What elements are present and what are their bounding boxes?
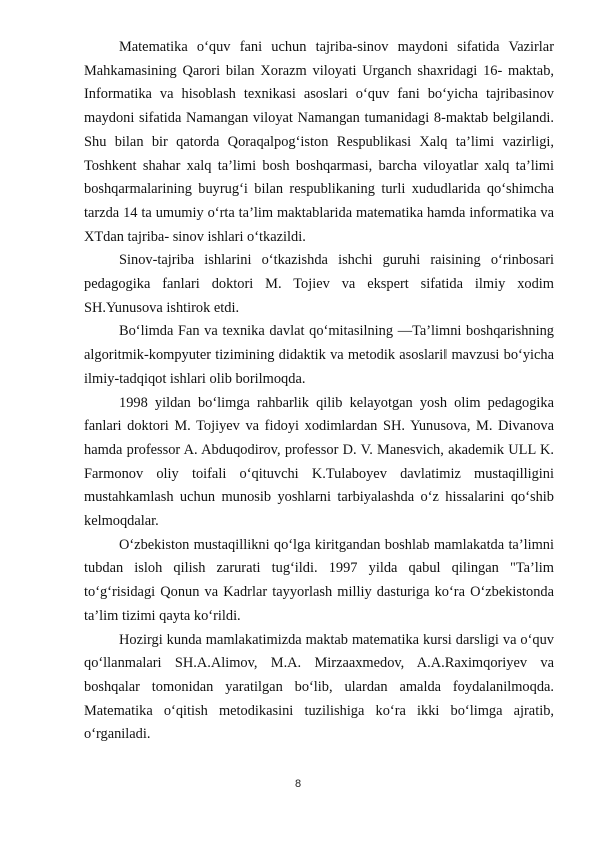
paragraph: 1998 yildan bo‘limga rahbarlik qilib kelayotgan yosh olim pedagogika fanlari doktori M. Tojiyev va fidoyi xodimlardan SH. Yunusova, M. Divanova hamda professor A. Abduqodirov, professor D. V. Manesvich, akademik ULL K. Farmonov oliy toifali o‘qituvchi K.Tulaboyev davlatimiz mustaqilligini mustahkamlash uchun munosib yoshlarni tarbiyalashda o‘z hissalarini qo‘shib kelmoqdalar. bbox=[84, 394, 554, 530]
paragraph: Hozirgi kunda mamlakatimizda maktab matematika kursi darsligi va o‘quv qo‘llanmalari SH.A.Alimov, M.A. Mirzaaxmedov, A.A.Raximqoriyev va boshqalar tomonidan yaratilgan bo‘lib, ulardan amalda foydalanilmoqda. Matematika o‘qitish metodikasini tuzilishiga ko‘ra ikki bo‘limga ajratib, o‘rganiladi. bbox=[84, 631, 554, 743]
paragraph: Sinov-tajriba ishlarini o‘tkazishda ishchi guruhi raisining o‘rinbosari pedagogika fanlari doktori M. Tojiev va ekspert sifatida ilmiy xodim SH.Yunusova ishtirok etdi. bbox=[84, 252, 554, 316]
document-body bbox=[84, 36, 554, 747]
paragraph: Bo‘limda Fan va texnika davlat qo‘mitasilning ―Ta’limni boshqarishning algoritmik-kompyuter tizimining didaktik va metodik asoslari‖ mavzusi bo‘yicha ilmiy-tadqiqot ishlari olib borilmoqda. bbox=[84, 323, 554, 387]
paragraph: Matematika o‘quv fani uchun tajriba-sinov maydoni sifatida Vazirlar Mahkamasining Qarori bilan Xorazm viloyati Urganch shaxridagi 16- maktab, Informatika va hisoblash texnikasi asoslari o‘quv fani bo‘yicha tajribasinov maydoni sifatida Namangan viloyat Namangan tumanidagi 8-maktab belgilandi. Shu bilan bir qatorda Qoraqalpog‘iston Respublikasi Xalq ta’limi vazirligi, Toshkent shahar xalq ta’limi bosh boshqarmasi, barcha viloyatlar xalq ta’limi boshqarmalarining buyrug‘i bilan respublikaning turli xududlarida qo‘shimcha tarzda 14 ta umumiy o‘rta ta’lim maktablarida matematika hamda informatika va XTdan tajriba- sinov ishlari o‘tkazildi. bbox=[84, 39, 554, 245]
paragraph: O‘zbekiston mustaqillikni qo‘lga kiritgandan boshlab mamlakatda ta’limni tubdan isloh qilish zarurati tug‘ildi. 1997 yilda qabul qilingan "Ta’lim to‘g‘risidagi Qonun va Kadrlar tayyorlash milliy dasturiga ko‘ra O‘zbekistonda ta’lim tizimi qayta ko‘rildi. bbox=[84, 536, 554, 624]
page-number: 8 bbox=[294, 778, 302, 790]
